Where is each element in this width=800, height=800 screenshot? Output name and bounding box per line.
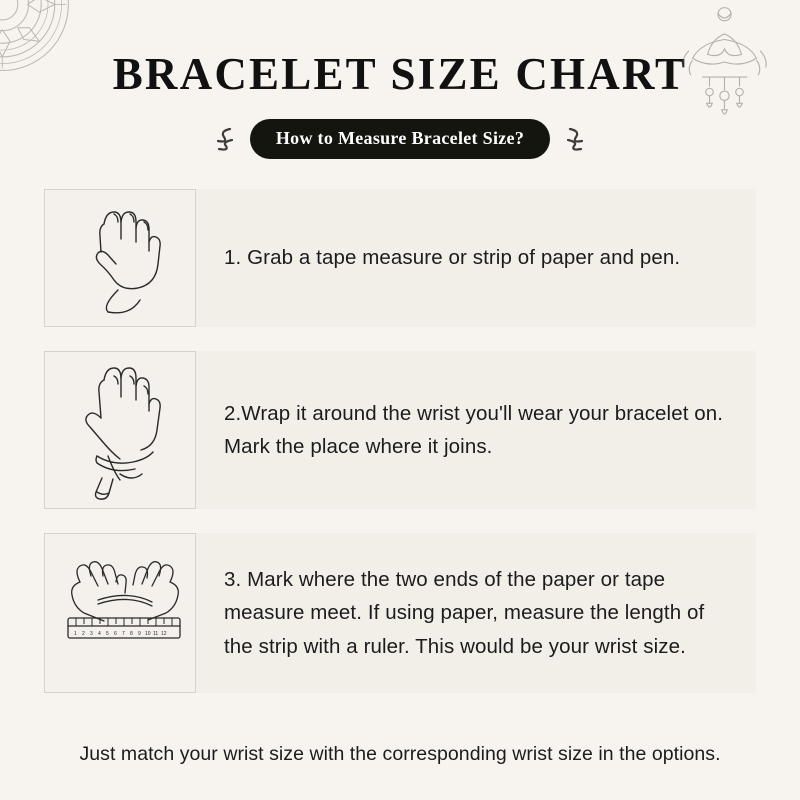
hand-holding-tape-measure-illustration (44, 189, 196, 327)
svg-text:12: 12 (161, 631, 167, 637)
tape-wrapped-around-wrist-illustration (44, 351, 196, 509)
step-text: 2.Wrap it around the wrist you'll wear your bracelet on. Mark the place where it joins. (224, 401, 724, 458)
svg-text:7: 7 (122, 631, 125, 637)
flourish-left-icon (208, 124, 238, 154)
footer-note: Just match your wrist size with the corresponding wrist size in the options. (79, 743, 721, 765)
svg-text:8: 8 (130, 631, 133, 637)
svg-text:1: 1 (74, 631, 77, 637)
svg-text:6: 6 (114, 631, 117, 637)
subtitle-row (0, 119, 800, 159)
subtitle-pill: How to Measure Bracelet Size? (250, 119, 550, 159)
step-text: 1. Grab a tape measure or strip of paper and pen. (224, 246, 681, 270)
steps-list (0, 189, 800, 693)
svg-text:4: 4 (98, 631, 101, 637)
page-header (0, 0, 800, 159)
svg-text:2: 2 (82, 631, 85, 637)
svg-text:9: 9 (138, 631, 141, 637)
svg-text:3: 3 (90, 631, 93, 637)
step-text: 3. Mark where the two ends of the paper or tape measure meet. If using paper, measure the length of the strip with a ruler. This would be your wrist size. (224, 568, 705, 658)
svg-text:10: 10 (145, 631, 151, 637)
step-item (44, 533, 756, 693)
step-item (44, 351, 756, 509)
step-item (44, 189, 756, 327)
page-title: BRACELET SIZE CHART (112, 49, 688, 99)
flourish-right-icon (562, 124, 592, 154)
measuring-strip-with-ruler-illustration (44, 533, 196, 693)
svg-text:11: 11 (153, 631, 159, 637)
svg-text:5: 5 (106, 631, 109, 637)
